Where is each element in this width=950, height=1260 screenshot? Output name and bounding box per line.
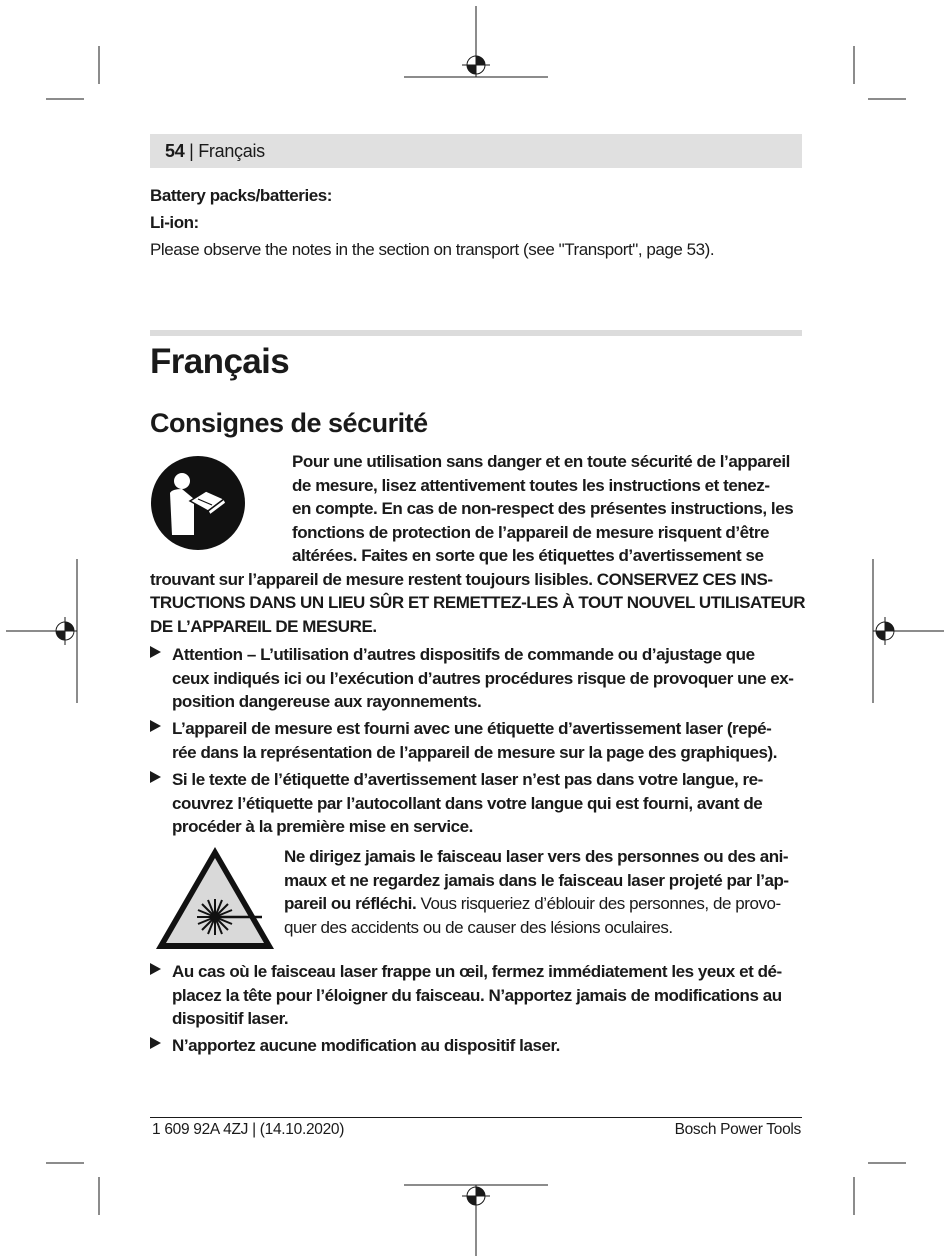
bullet-arrow-icon [150,1037,161,1049]
intro-line: altérées. Faites en sorte que les étiquettes d’avertissement se [292,546,764,565]
laser-warning-normal: Vous risqueriez d’éblouir des personnes, de provo- [416,894,781,913]
bullet-arrow-icon [150,771,161,783]
intro-line: en compte. En cas de non-respect des présentes instructions, les [292,499,794,518]
page-header [165,141,265,162]
list-item-line: Si le texte de l’étiquette d’avertissement laser n’est pas dans votre langue, re- [172,770,763,789]
header-section: Français [198,141,265,161]
footer-document-id: 1 609 92A 4ZJ | (14.10.2020) [152,1121,345,1138]
list-item-line: ceux indiqués ici ou l’exécution d’autres procédures risque de provoquer une ex- [172,668,794,688]
battery-heading: Battery packs/batteries: [150,186,332,205]
list-item-line: procéder à la première mise en service. [172,817,473,836]
footer-rule [150,1117,802,1118]
laser-warning-bold: pareil ou réfléchi. [284,894,417,913]
intro-line: DE L’APPAREIL DE MESURE. [150,616,377,636]
list-item-line: N’apportez aucune modification au dispositif laser. [172,1036,560,1055]
section-title: Consignes de sécurité [150,408,428,438]
laser-warning-icon [154,845,276,951]
section-divider [150,330,802,336]
bullet-arrow-icon [150,646,161,658]
intro-line: trouvant sur l’appareil de mesure restent toujours lisibles. CONSERVEZ CES INS- [150,569,773,589]
header-separator: | [189,141,194,161]
read-manual-icon [150,455,246,551]
intro-paragraph-wrapped [292,450,793,568]
bullet-arrow-icon [150,720,161,732]
list-item-line: position dangereuse aux rayonnements. [172,692,482,711]
intro-line: de mesure, lisez attentivement toutes les instructions et tenez- [292,475,770,495]
list-item-line: couvrez l’étiquette par l’autocollant dans votre langue qui est fourni, avant de [172,793,763,813]
laser-warning-line: Ne dirigez jamais le faisceau laser vers des personnes ou des ani- [284,847,789,866]
intro-paragraph-full [150,568,805,639]
battery-subheading: Li-ion: [150,213,199,232]
list-item-line: Attention – L’utilisation d’autres dispositifs de commande ou d’ajustage que [172,645,755,664]
bullet-arrow-icon [150,963,161,975]
battery-note: Please observe the notes in the section on transport (see "Transport", page 53). [150,240,715,259]
list-item-line: Au cas où le faisceau laser frappe un œil, fermez immédiatement les yeux et dé- [172,962,782,981]
laser-warning-line: quer des accidents ou de causer des lésions oculaires. [284,917,673,937]
intro-line: TRUCTIONS DANS UN LIEU SÛR ET REMETTEZ-LES À TOUT NOUVEL UTILISATEUR [150,593,806,612]
list-item-line: dispositif laser. [172,1009,289,1028]
laser-warning-line: maux et ne regardez jamais dans le faisceau laser projeté par l’ap- [284,870,789,890]
list-item-line: L’appareil de mesure est fourni avec une étiquette d’avertissement laser (repé- [172,719,772,738]
intro-line: Pour une utilisation sans danger et en toute sécurité de l’appareil [292,452,790,471]
page-number: 54 [165,141,185,161]
laser-warning-text [284,845,789,939]
footer-brand: Bosch Power Tools [674,1121,801,1138]
list-item-line: rée dans la représentation de l’appareil de mesure sur la page des graphiques). [172,742,778,762]
list-item-line: placez la tête pour l’éloigner du faisceau. N’apportez jamais de modifications au [172,985,782,1005]
language-title: Français [150,342,290,381]
intro-line: fonctions de protection de l’appareil de mesure risquent d’être [292,522,770,542]
